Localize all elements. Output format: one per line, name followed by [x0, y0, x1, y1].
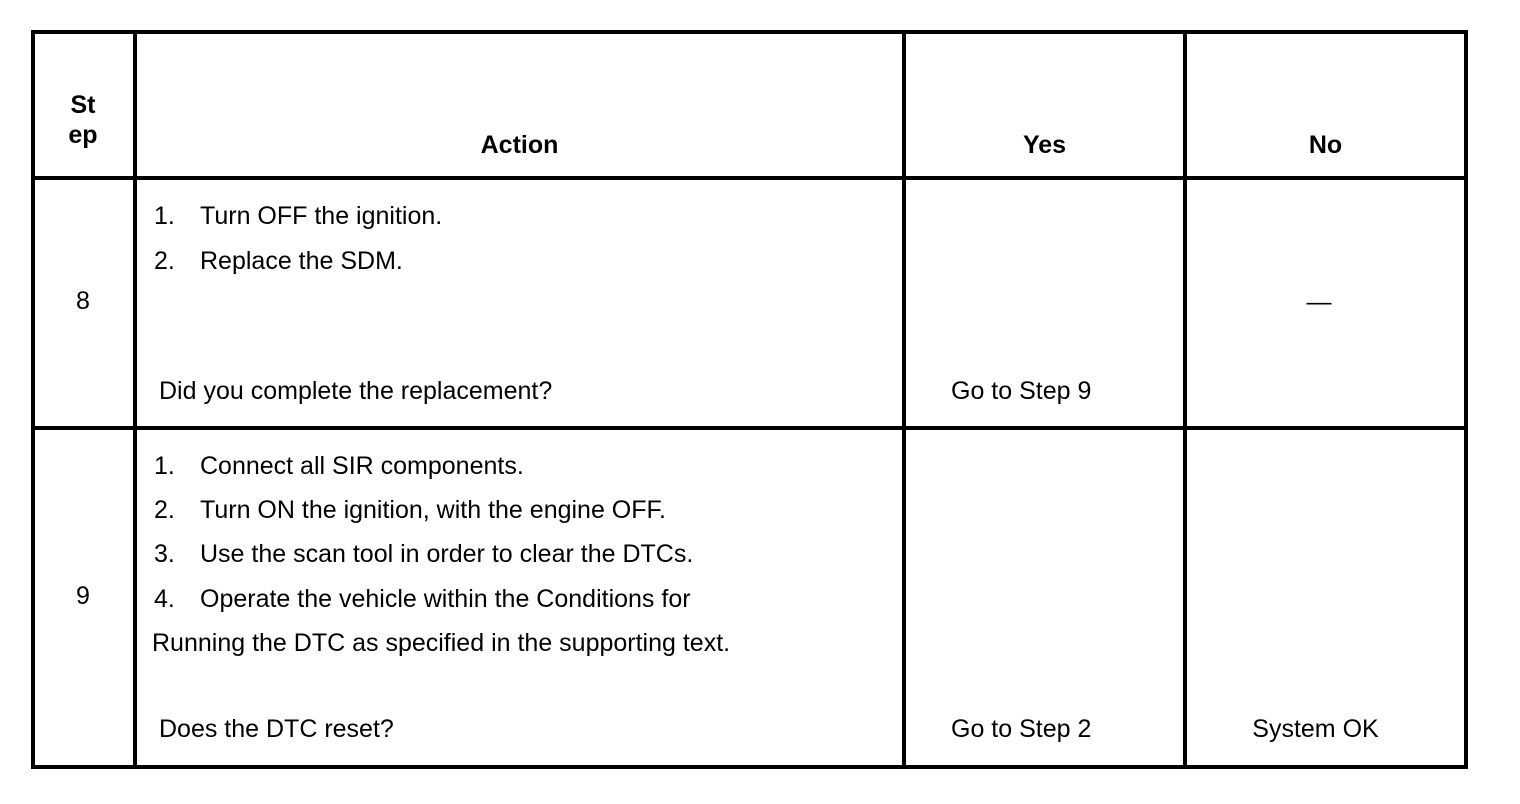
list-text: Turn ON the ignition, with the engine OFF. — [200, 496, 666, 524]
header-step-line1: St — [70, 91, 96, 119]
list-text: Replace the SDM. — [200, 247, 403, 275]
header-action: Action — [480, 131, 559, 159]
table-border-bottom — [31, 765, 1468, 769]
list-number: 1. — [154, 452, 175, 480]
row-8-question: Did you complete the replacement? — [159, 377, 553, 405]
list-text: Operate the vehicle within the Conditions for — [200, 585, 691, 613]
header-no: No — [1308, 131, 1343, 159]
row-9-yes: Go to Step 2 — [951, 715, 1092, 743]
list-number: 2. — [154, 247, 175, 275]
row-9-action-4 — [154, 584, 691, 614]
list-text: Connect all SIR components. — [200, 452, 524, 480]
diagnostic-table — [31, 30, 1468, 769]
table-border-right — [1464, 30, 1468, 769]
row-9-action-3 — [154, 539, 693, 569]
row-8-action-2 — [154, 246, 403, 276]
list-number: 1. — [154, 202, 175, 230]
row-8-yes: Go to Step 9 — [951, 377, 1092, 405]
list-number: 4. — [154, 585, 175, 613]
row-9-action-2 — [154, 495, 666, 525]
row-9-action-continuation: Running the DTC as specified in the supporting text. — [152, 629, 731, 657]
header-step — [33, 90, 133, 150]
row-8-step: 8 — [76, 287, 90, 315]
list-text: Use the scan tool in order to clear the DTCs. — [200, 540, 694, 568]
row-9-no: System OK — [1252, 715, 1379, 743]
header-divider — [31, 176, 1468, 180]
header-yes: Yes — [1022, 131, 1067, 159]
list-number: 3. — [154, 540, 175, 568]
row-8-no: — — [1306, 288, 1332, 316]
row-divider — [31, 426, 1468, 430]
row-8-action-1 — [154, 201, 442, 231]
row-9-step: 9 — [76, 582, 90, 610]
header-step-line2: ep — [68, 121, 98, 149]
row-9-question: Does the DTC reset? — [159, 715, 394, 743]
list-number: 2. — [154, 496, 175, 524]
table-border-top — [31, 30, 1468, 34]
list-text: Turn OFF the ignition. — [200, 202, 443, 230]
row-9-action-1 — [154, 451, 524, 481]
